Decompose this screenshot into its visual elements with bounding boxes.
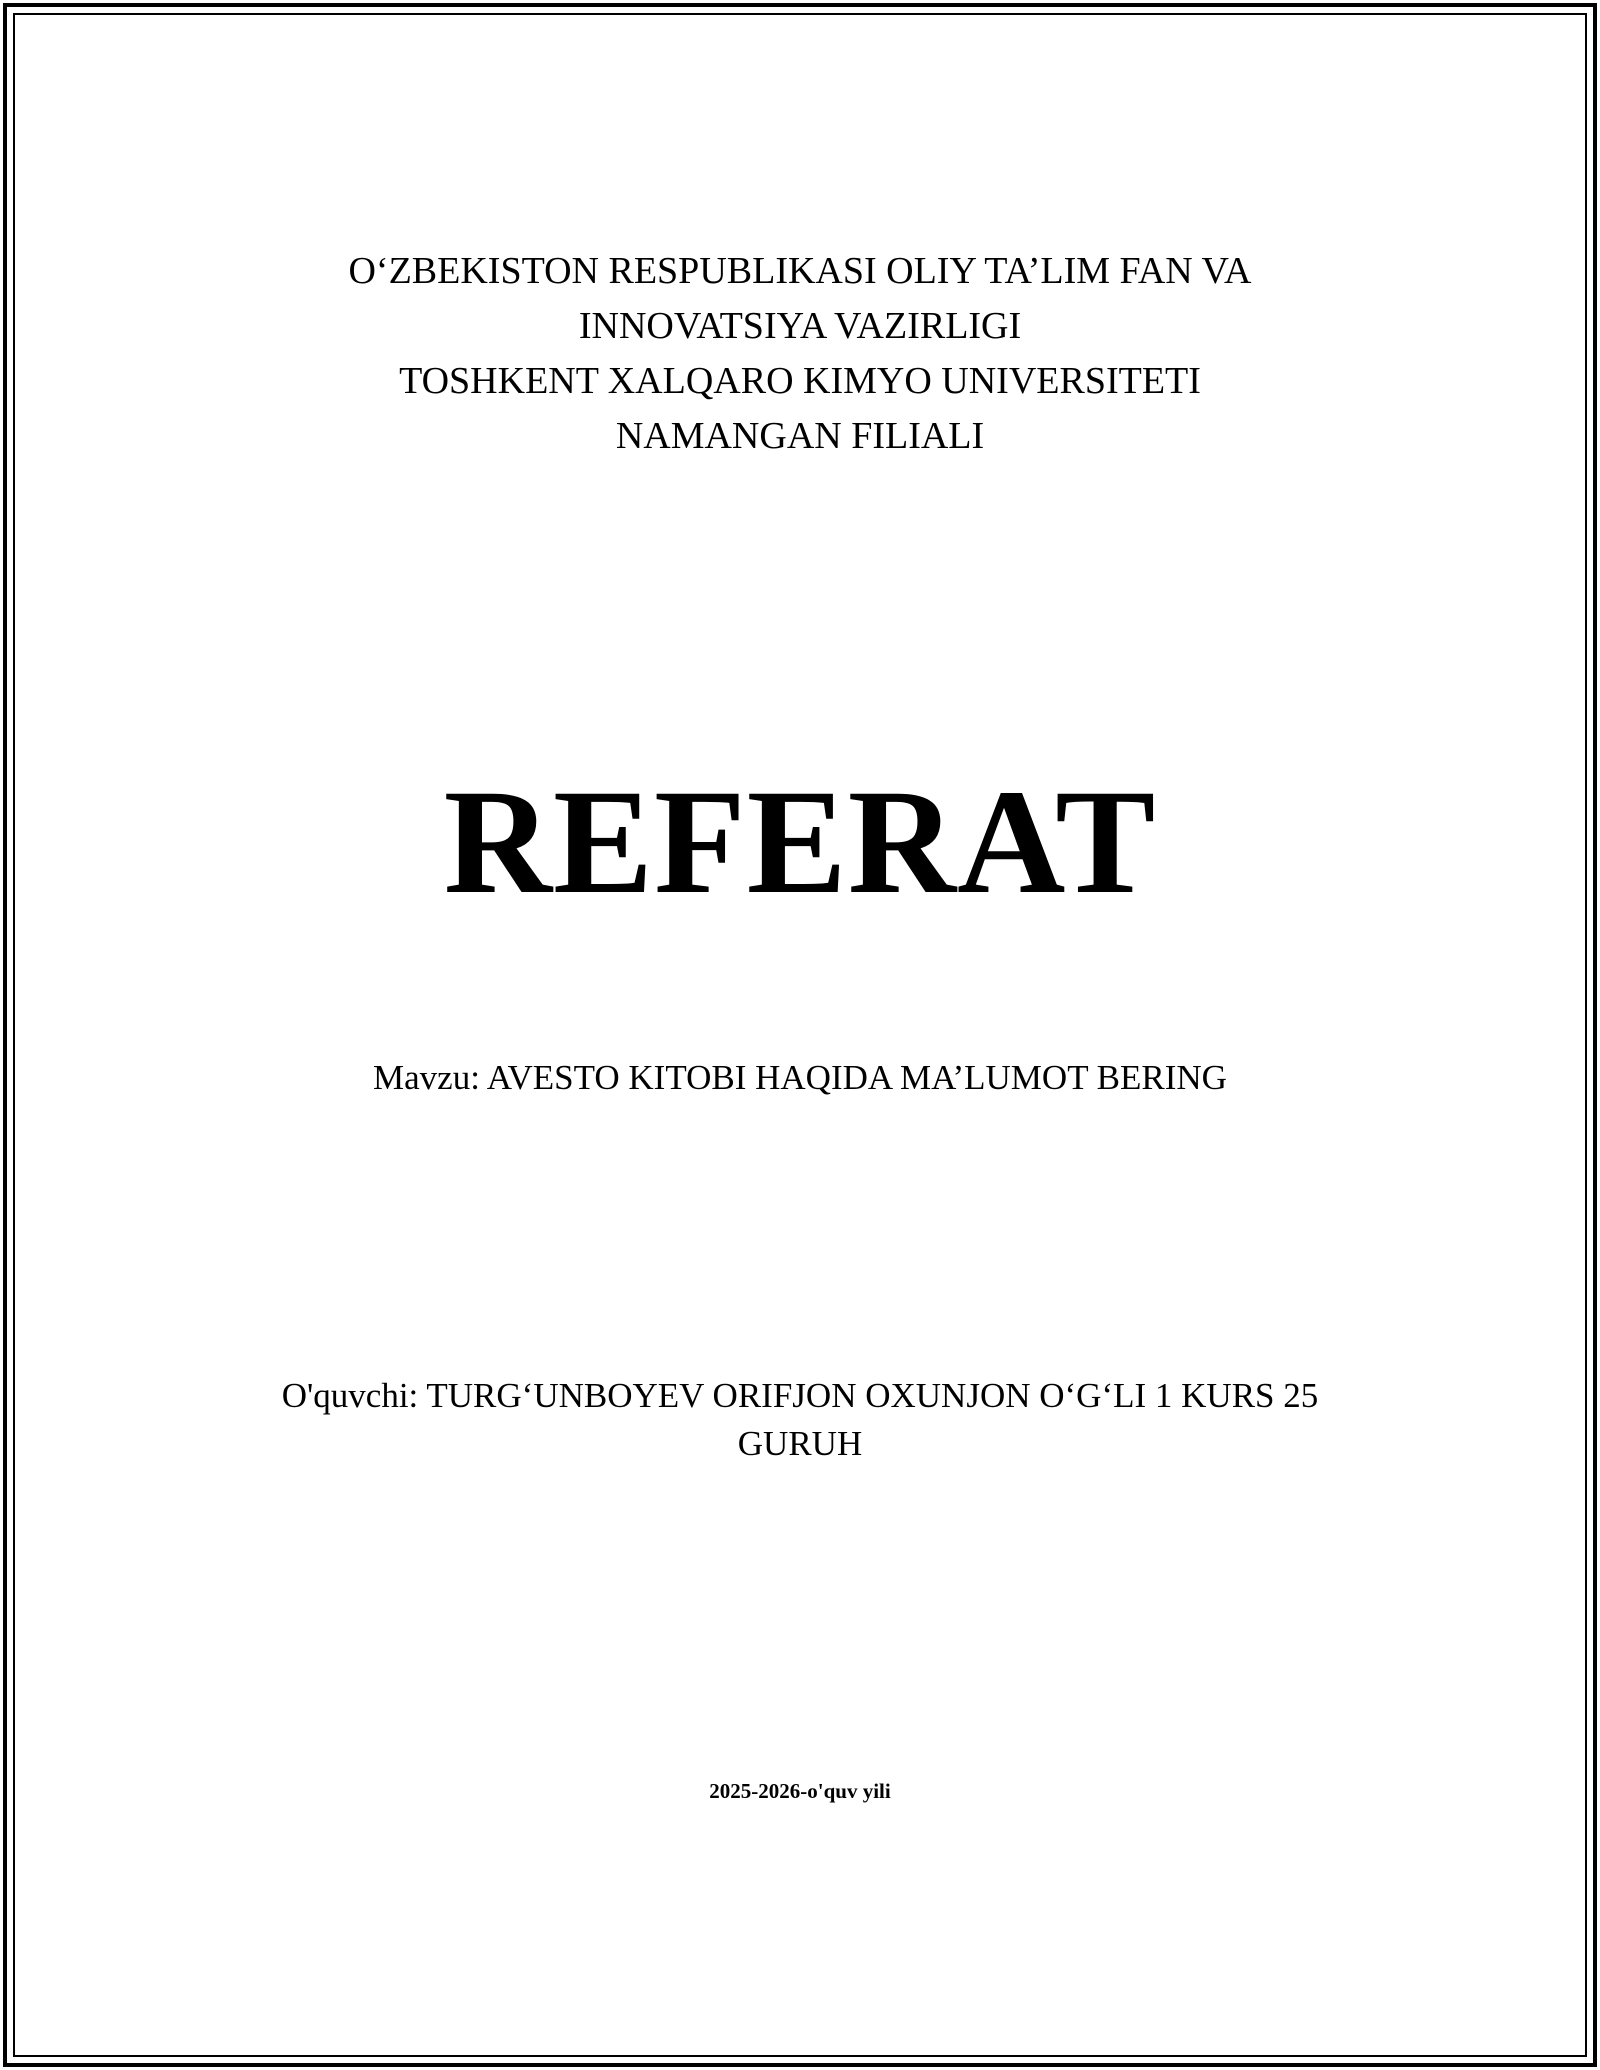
header-line-3: TOSHKENT XALQARO KIMYO UNIVERSITETI — [399, 360, 1201, 402]
institution-header — [0, 244, 1600, 464]
student-info — [0, 1372, 1600, 1468]
header-line-4: NAMANGAN FILIALI — [615, 415, 985, 457]
academic-year: 2025-2026-o'quv yili — [709, 1779, 891, 1803]
document-title: REFERAT — [443, 759, 1157, 925]
topic-line: Mavzu: AVESTO KITOBI HAQIDA MA’LUMOT BERING — [373, 1058, 1227, 1097]
header-line-2: INNOVATSIYA VAZIRLIGI — [578, 305, 1022, 347]
student-line-1: O'quvchi: TURG‘UNBOYEV ORIFJON OXUNJON O‘G‘LI 1 KURS 25 — [281, 1376, 1319, 1415]
student-line-2: GURUH — [737, 1424, 863, 1463]
header-line-1: O‘ZBEKISTON RESPUBLIKASI OLIY TA’LIM FAN VA — [348, 250, 1252, 292]
